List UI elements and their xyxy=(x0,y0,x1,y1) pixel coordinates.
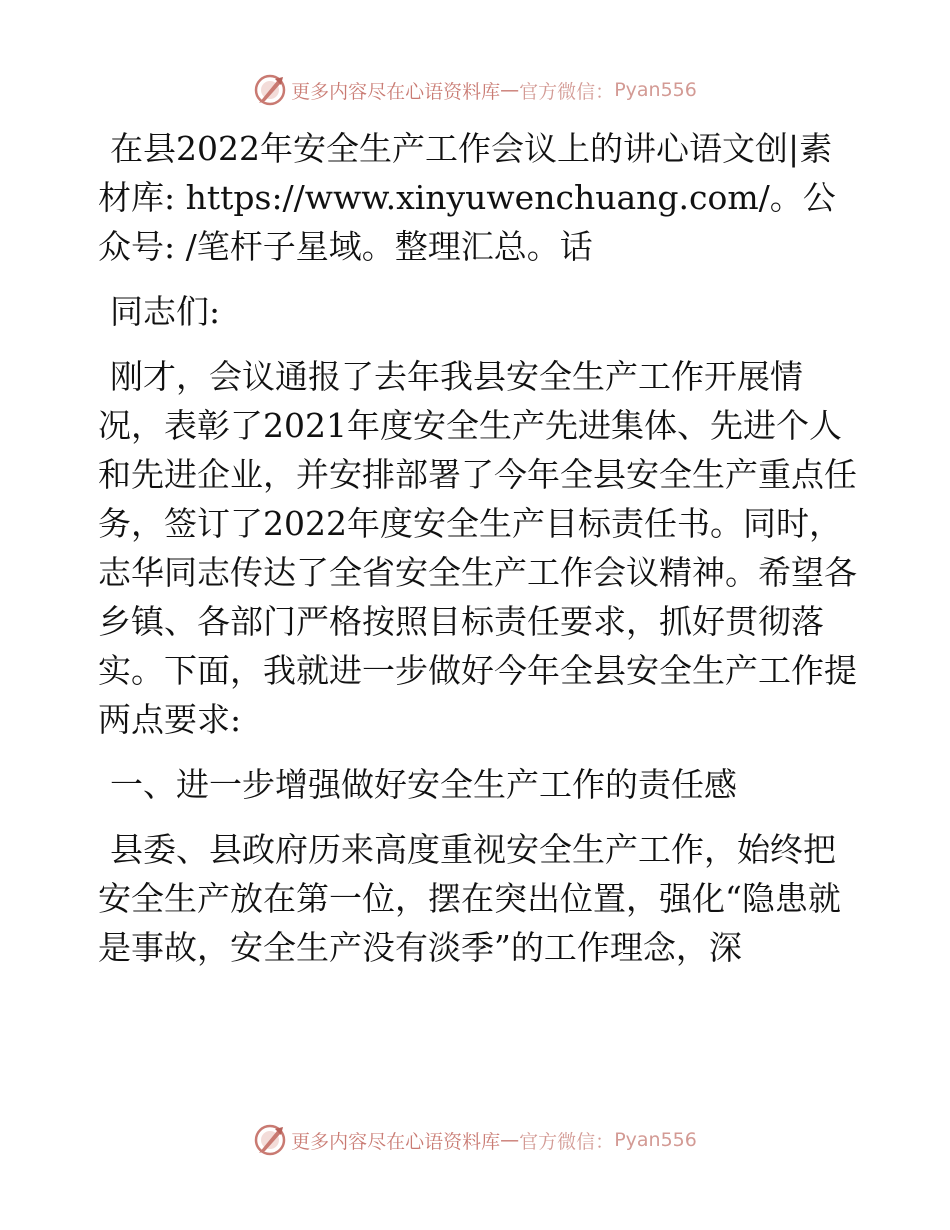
paragraph: 县委、县政府历来高度重视安全生产工作，始终把安全生产放在第一位，摆在突出位置，强化“隐患就是事故，安全生产没有淡季”的工作理念，深 xyxy=(98,830,841,967)
banner-wechat-id: Pyan556 xyxy=(614,1129,697,1151)
section-heading: 一、进一步增强做好安全生产工作的责任感 xyxy=(110,765,737,804)
banner-text: 更多内容尽在心语资料库 xyxy=(291,80,501,103)
salutation: 同志们: xyxy=(110,292,221,331)
document-body xyxy=(98,124,858,988)
banner-separator: — xyxy=(500,1129,520,1151)
banner-wechat-id: Pyan556 xyxy=(614,79,697,101)
footer-banner xyxy=(0,1120,950,1160)
banner-wechat-label: 官方微信： xyxy=(519,1130,615,1153)
paragraph: 刚才，会议通报了去年我县安全生产工作开展情况，表彰了2021年度安全生产先进集体、先进个人和先进企业，并安排部署了今年全县安全生产重点任务，签订了2022年度安全生产目标责任书。同时，志华同志传达了全省安全生产工作会议精神。希望各乡镇、各部门严格按照目标责任要求，抓好贯彻落实。下面，我就进一步做好今年全县安全生产工作提两点要求: xyxy=(98,357,857,739)
document-title: 在县2022年安全生产工作会议上的讲心语文创|素材库: https://www.xinyuwenchuang.com/。公众号: /笔杆子星域。整理汇总。话 xyxy=(98,129,836,266)
banner-wechat-label: 官方微信： xyxy=(519,80,615,103)
header-banner xyxy=(0,70,950,110)
quill-logo-icon xyxy=(253,73,287,107)
banner-separator: — xyxy=(500,79,520,101)
quill-logo-icon xyxy=(253,1123,287,1157)
banner-text: 更多内容尽在心语资料库 xyxy=(291,1130,501,1153)
